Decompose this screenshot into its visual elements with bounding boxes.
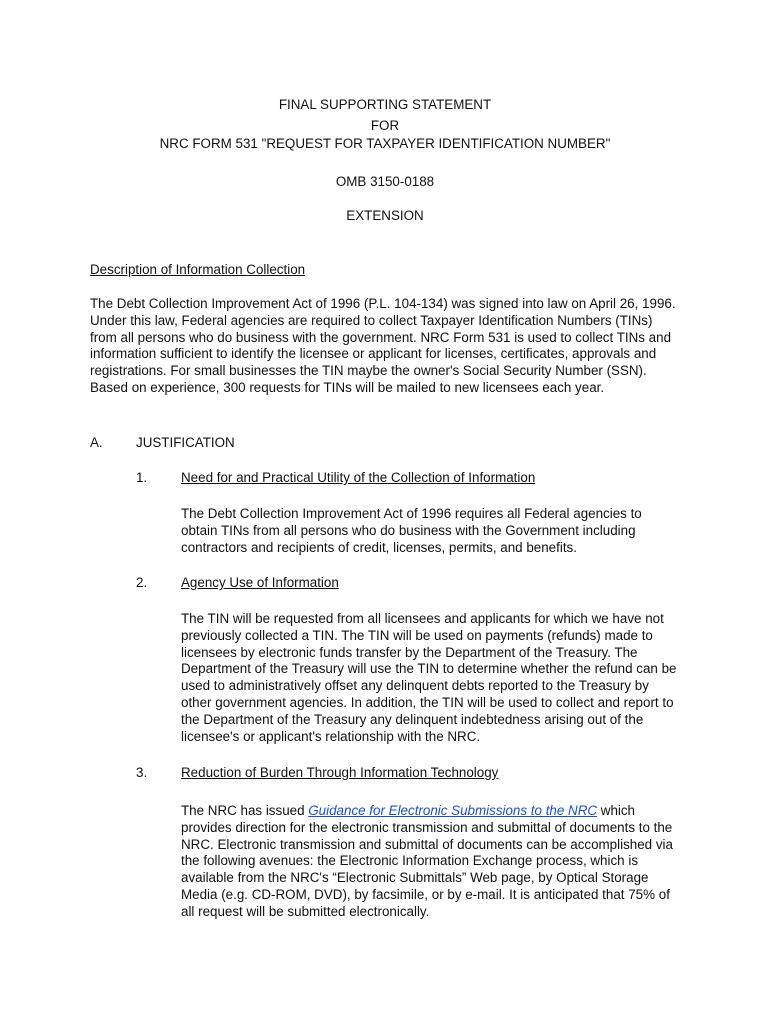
item-3-body (181, 803, 681, 921)
guidance-electronic-submissions-link[interactable]: Guidance for Electronic Submissions to the NRC (308, 803, 598, 818)
title-line-3: NRC FORM 531 "REQUEST FOR TAXPAYER IDENTIFICATION NUMBER" (159, 136, 611, 151)
description-body: The Debt Collection Improvement Act of 1996 (P.L. 104-134) was signed into law on April 26, 1996. Under this law, Federal agencies are required to collect Taxpayer Identification Numbers (TINs) from all persons who do business with the government. NRC Form 531 is used to collect TINs and information sufficient to identify the licensee or applicant for licenses, certificates, approvals and registrations. For small businesses the TIN maybe the owner's Social Security Number (SSN). Based on experience, 300 requests for TINs will be mailed to new licensees each year. (90, 296, 676, 395)
item-2-body: The TIN will be requested from all licensees and applicants for which we have not previously collected a TIN. The TIN will be used on payments (refunds) made to licensees by electronic funds transfer by the Department of the Treasury. The Department of the Treasury will use the TIN to determine whether the refund can be used to administratively offset any delinquent debts reported to the Treasury by other government agencies. In addition, the TIN will be used to collect and report to the Department of the Treasury any delinquent indebtedness arising out of the licensee's or applicant's relationship with the NRC. (181, 611, 677, 744)
item-3-body-prefix: The NRC has issued (181, 803, 309, 818)
item-1-heading: Need for and Practical Utility of the Collection of Information (181, 470, 536, 485)
title-line-1: FINAL SUPPORTING STATEMENT (278, 97, 492, 112)
item-2-number: 2. (136, 575, 148, 590)
section-a-letter: A. (90, 435, 103, 450)
item-1-body: The Debt Collection Improvement Act of 1996 requires all Federal agencies to obtain TINs from all persons who do business with the Government including contractors and recipients of credit, licenses, permits, and benefits. (181, 506, 642, 555)
item-3-number: 3. (136, 765, 148, 780)
description-heading: Description of Information Collection (90, 262, 306, 277)
omb-number: OMB 3150-0188 (335, 174, 435, 189)
item-2-heading: Agency Use of Information (181, 575, 339, 590)
item-3-heading: Reduction of Burden Through Information Technology (181, 765, 499, 780)
item-1-number: 1. (136, 470, 148, 485)
title-line-2: FOR (370, 118, 400, 133)
submission-type: EXTENSION (346, 208, 424, 223)
item-3-body-suffix: which provides direction for the electronic transmission and submittal of documents to the NRC. Electronic transmission and submittal of documents can be accomplished via the following avenues: the Electronic Information Exchange process, which is available from the NRC's “Electronic Submittals” Web page, by Optical Storage Media (e.g. CD-ROM, DVD), by facsimile, or by e-mail. It is anticipated that 75% of all request will be submitted electronically. (181, 803, 673, 919)
section-a-title: JUSTIFICATION (136, 435, 235, 450)
